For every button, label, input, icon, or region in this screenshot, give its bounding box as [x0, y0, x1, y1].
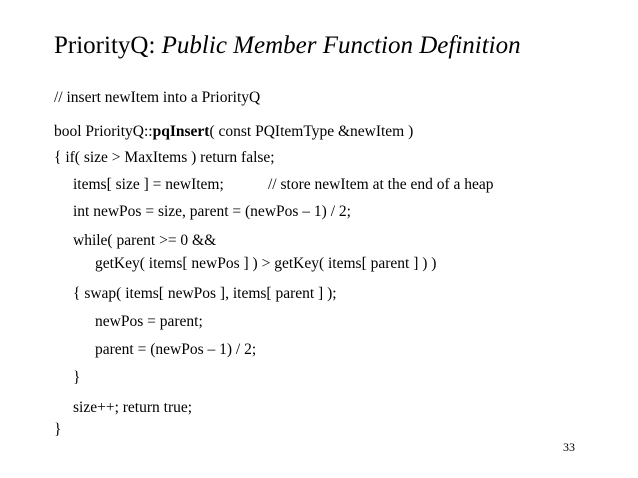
- function-name: pqInsert: [152, 123, 210, 140]
- title-subtitle: Public Member Function Definition: [161, 32, 521, 59]
- code-line-newpos: newPos = parent;: [95, 313, 203, 330]
- code-line-store-comment: // store newItem at the end of a heap: [268, 176, 494, 193]
- code-comment: // insert newItem into a PriorityQ: [54, 89, 261, 106]
- code-signature: [54, 122, 413, 142]
- code-line-return: size++; return true;: [73, 399, 193, 416]
- page-number: 33: [563, 440, 575, 454]
- signature-prefix: bool PriorityQ::: [54, 123, 153, 140]
- code-line-swap: { swap( items[ newPos ], items[ parent ] );: [73, 285, 337, 302]
- slide-title: [54, 30, 634, 62]
- code-line-parent: parent = (newPos – 1) / 2;: [95, 341, 257, 358]
- title-main: PriorityQ:: [54, 32, 156, 59]
- code-line-while: while( parent >= 0 &&: [73, 232, 217, 249]
- code-line-while-condition: getKey( items[ newPos ] ) > getKey( items[ parent ] ) ): [95, 255, 437, 272]
- signature-params: ( const PQItemType &newItem ): [209, 123, 414, 140]
- code-close-outer-brace: }: [54, 421, 62, 438]
- code-line-if: { if( size > MaxItems ) return false;: [54, 149, 275, 166]
- code-line-store: items[ size ] = newItem;: [73, 176, 224, 193]
- code-close-inner-brace: }: [73, 369, 81, 386]
- code-line-init: int newPos = size, parent = (newPos – 1) / 2;: [73, 203, 351, 220]
